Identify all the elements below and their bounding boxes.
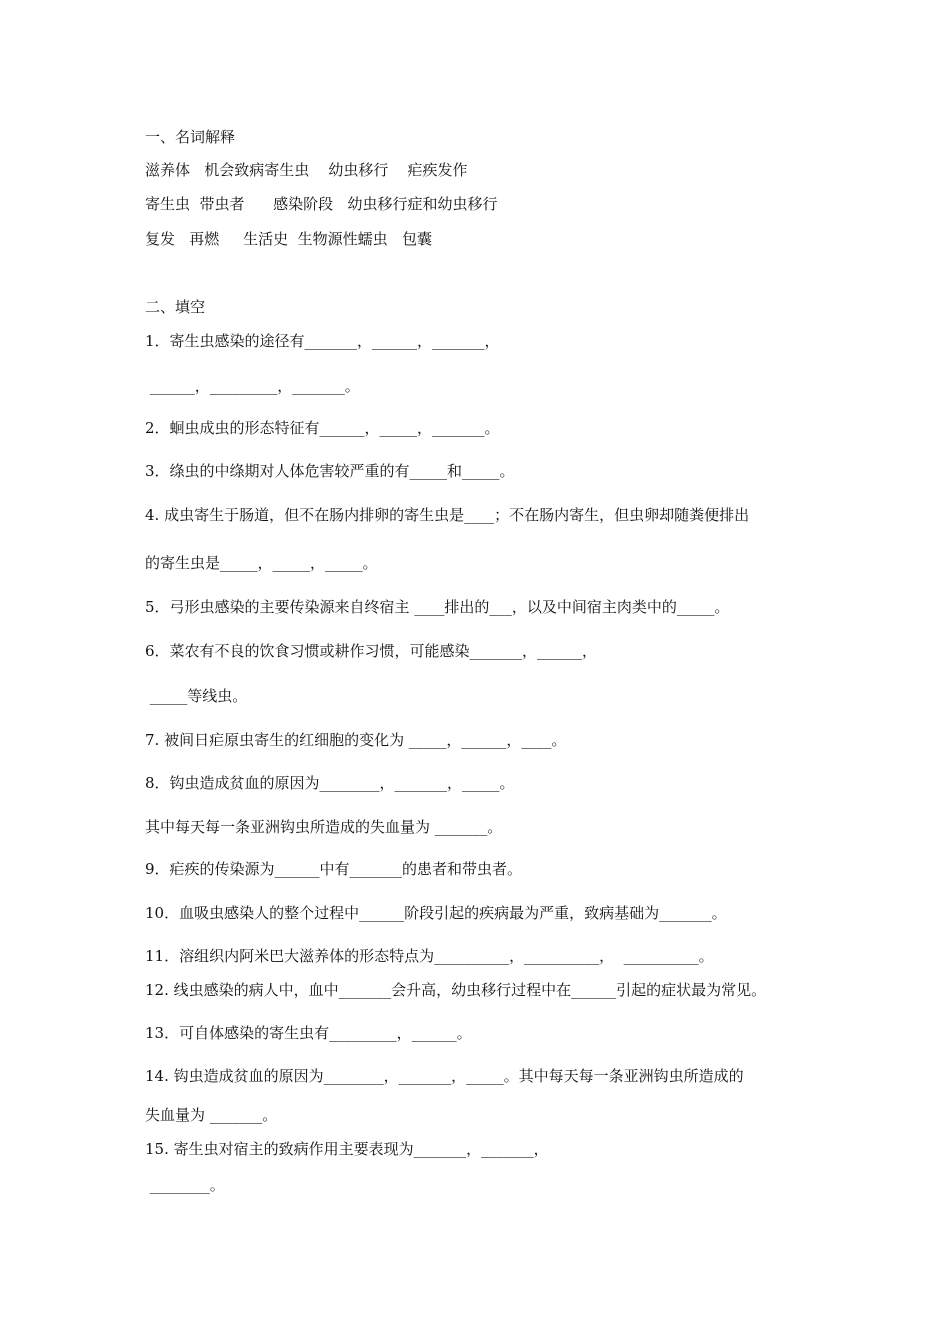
section-2-title: 二、填空	[145, 298, 206, 316]
fill-line-14-cont: 失血量为 _______。	[145, 1106, 278, 1124]
fill-line-6: 6．菜农有不良的饮食习惯或耕作习惯，可能感染_______，______，	[145, 642, 598, 660]
fill-line-8: 8．钩虫造成贫血的原因为________，_______，_____。	[145, 774, 515, 792]
fill-line-4-cont: 的寄生虫是_____，_____，_____。	[145, 554, 378, 572]
terms-line-1: 滋养体 机会致病寄生虫 幼虫移行 疟疾发作	[145, 161, 468, 179]
fill-line-4: 4. 成虫寄生于肠道，但不在肠内排卵的寄生虫是____；不在肠内寄生，但虫卵却随粪便排出	[145, 506, 750, 524]
fill-line-5: 5．弓形虫感染的主要传染源来自终宿主 ____排出的___，以及中间宿主肉类中的_____。	[145, 598, 730, 616]
fill-line-7: 7. 被间日疟原虫寄生的红细胞的变化为 _____，______，____。	[145, 731, 567, 749]
fill-line-3: 3．绦虫的中绦期对人体危害较严重的有_____和_____。	[145, 462, 515, 480]
fill-line-14: 14. 钩虫造成贫血的原因为________，_______，_____。其中每天每一条亚洲钩虫所造成的	[145, 1067, 744, 1085]
fill-line-11: 11．溶组织内阿米巴大滋养体的形态特点为__________，__________， __________。	[145, 947, 714, 965]
terms-line-2: 寄生虫 带虫者 感染阶段 幼虫移行症和幼虫移行	[145, 195, 498, 213]
fill-line-13: 13．可自体感染的寄生虫有_________，______。	[145, 1024, 472, 1042]
section-1-title: 一、名词解释	[145, 128, 236, 146]
fill-line-15: 15. 寄生虫对宿主的致病作用主要表现为_______，_______，	[145, 1140, 549, 1158]
fill-line-1: 1．寄生虫感染的途径有_______，______，_______，	[145, 332, 500, 350]
fill-line-2: 2．蛔虫成虫的形态特征有______，_____，_______。	[145, 419, 500, 437]
fill-line-8-cont: 其中每天每一条亚洲钩虫所造成的失血量为 _______。	[145, 818, 503, 836]
fill-line-1-cont: ______，_________，_______。	[145, 377, 360, 395]
fill-line-12: 12. 线虫感染的病人中，血中_______会升高，幼虫移行过程中在______引起的症状最为常见。	[145, 981, 767, 999]
fill-line-10: 10．血吸虫感染人的整个过程中______阶段引起的疾病最为严重，致病基础为_______。	[145, 904, 727, 922]
fill-line-15-cont: ________。	[145, 1176, 225, 1194]
terms-line-3: 复发 再燃 生活史 生物源性蠕虫 包囊	[145, 230, 432, 248]
fill-line-6-cont: _____等线虫。	[145, 687, 248, 705]
fill-line-9: 9．疟疾的传染源为______中有_______的患者和带虫者。	[145, 860, 523, 878]
